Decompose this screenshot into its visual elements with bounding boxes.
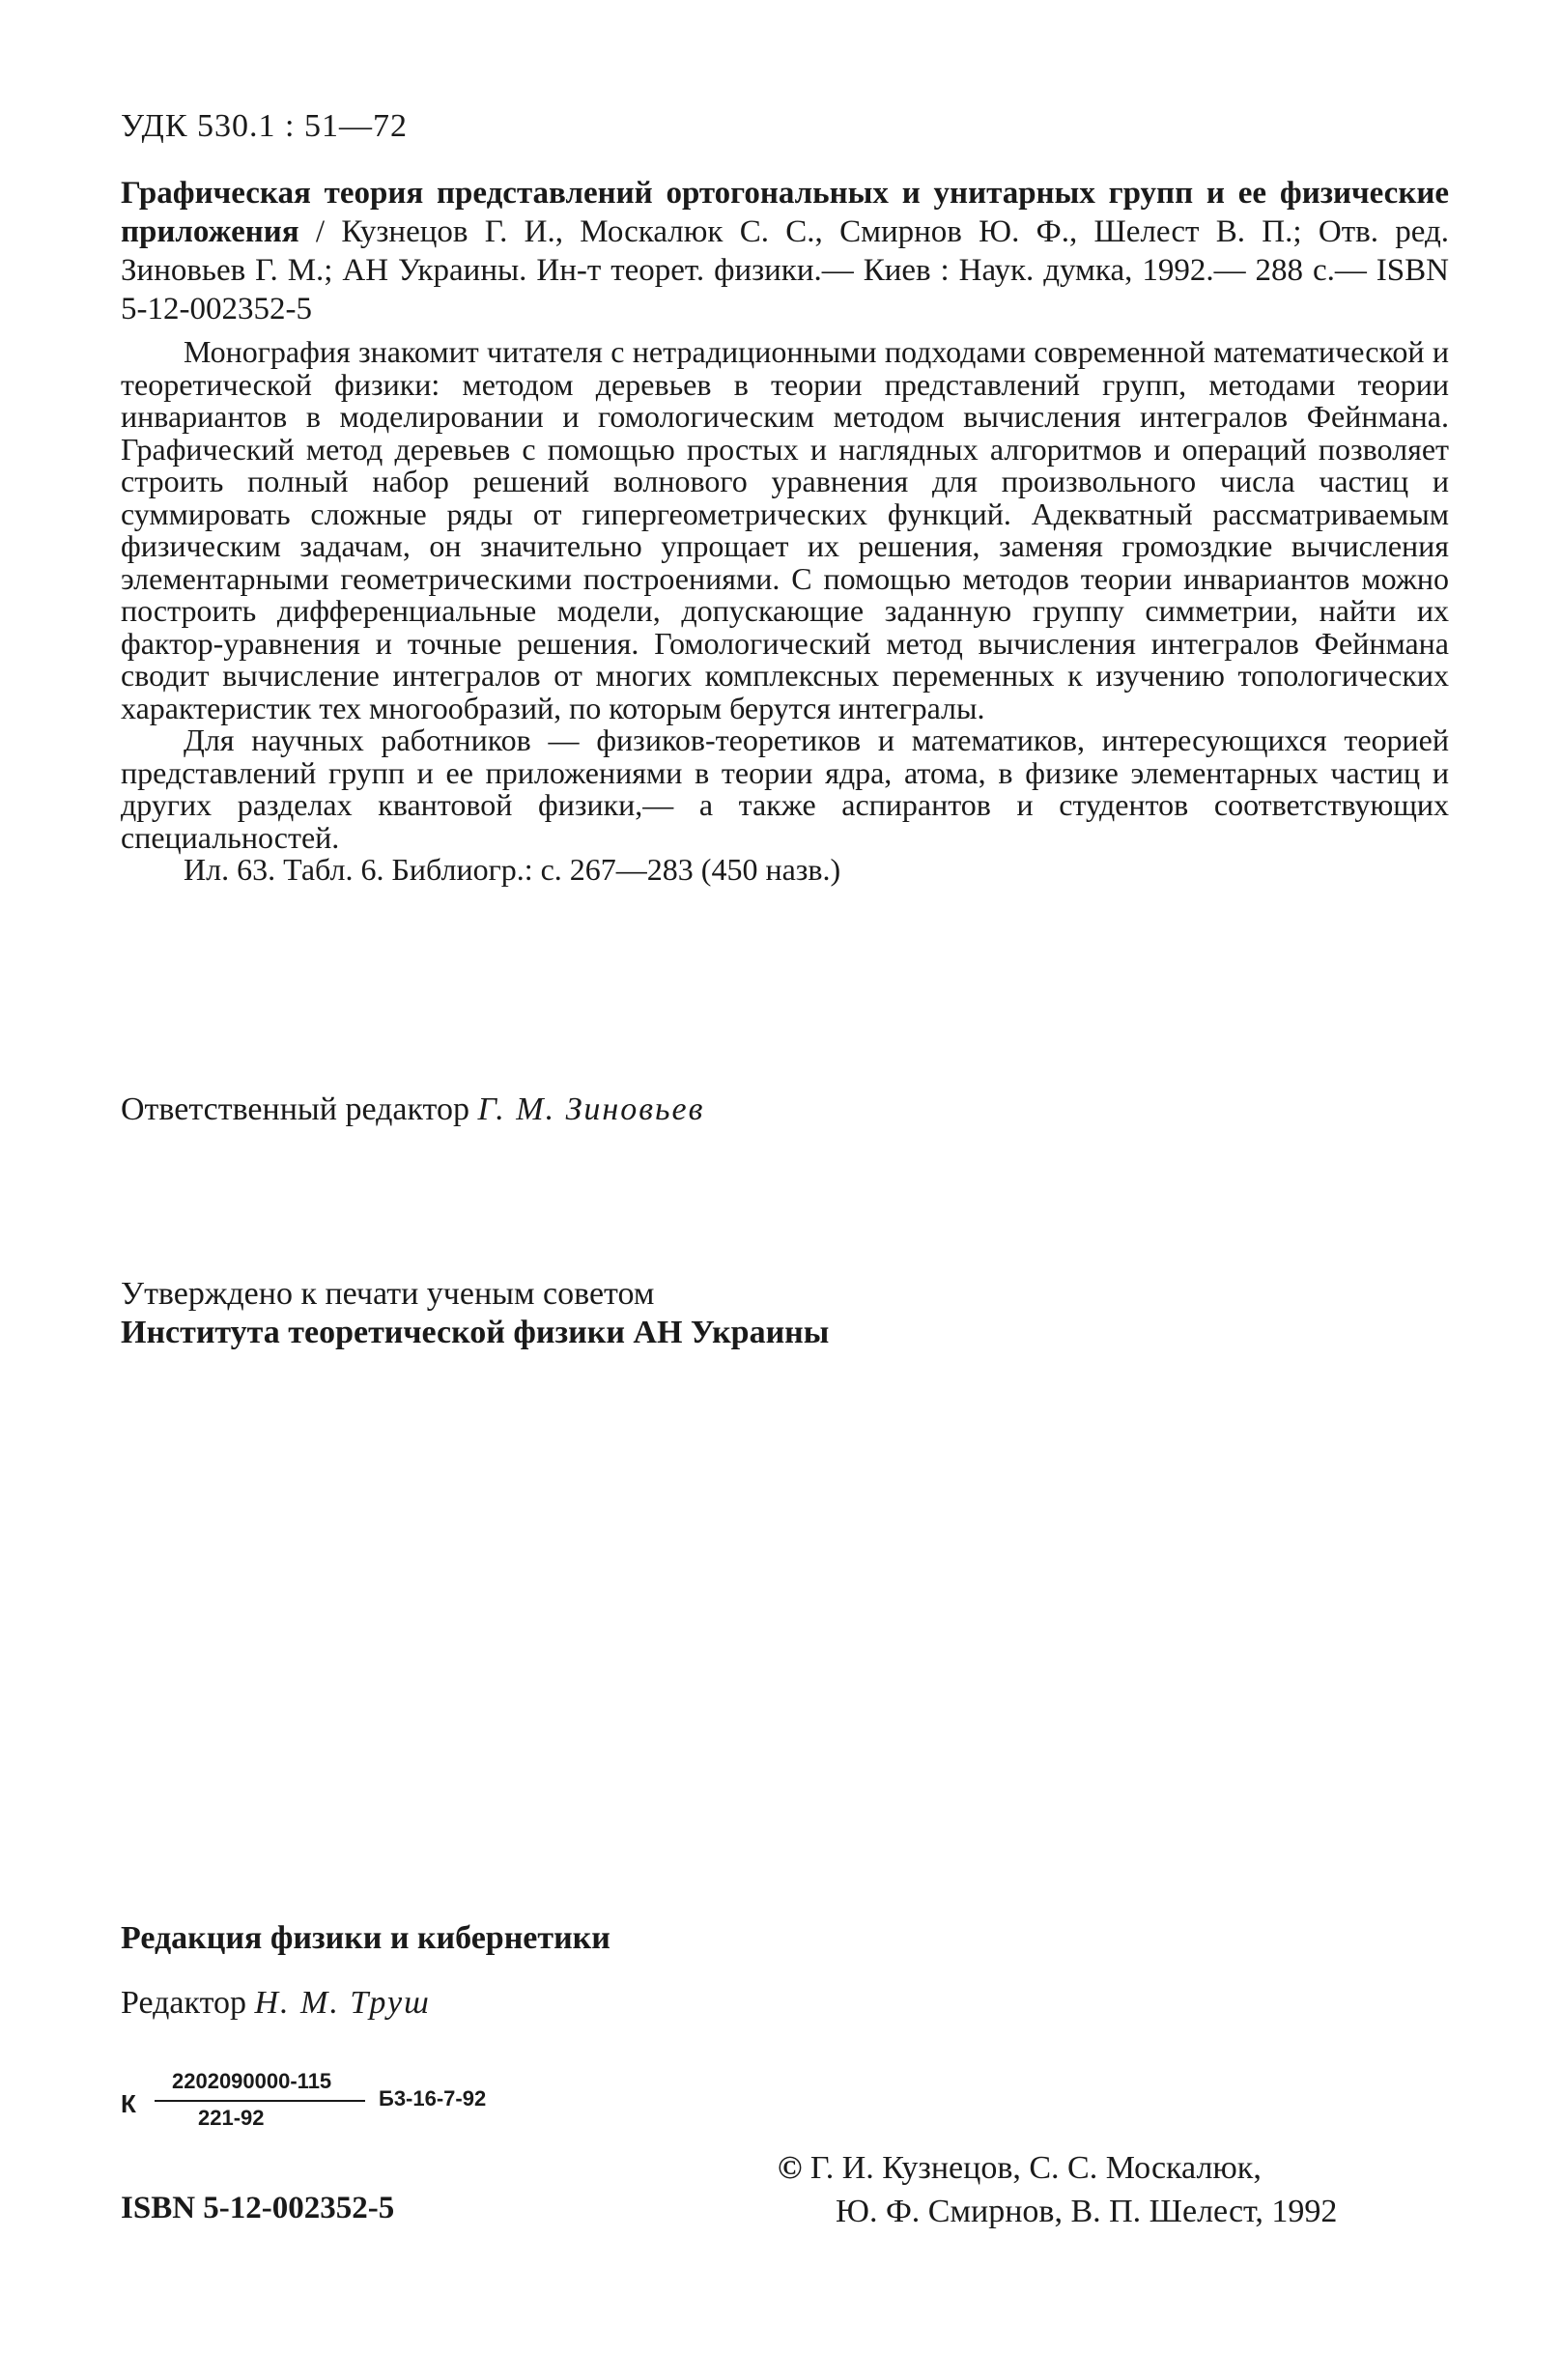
audience-paragraph: Для научных работников — физиков-теоретиков и математиков, интересующихся теорией представлений групп и ее приложениями в теории ядра, атома, в физике элементарных частиц и других разделах квантовой физики,— а также аспирантов и студентов соответствующих специальностей. [121, 722, 1449, 855]
copyright-line-1: Г. И. Кузнецов, С. С. Москалюк, [809, 2150, 1262, 2186]
udk-code: УДК 530.1 : 51—72 [121, 108, 408, 144]
bibliographic-record [121, 174, 1449, 328]
editor-name: Н. М. Труш [254, 1985, 431, 2021]
publication-code-prefix: К [121, 2089, 136, 2118]
copyright [778, 2146, 1337, 2233]
copyright-line-2: Ю. Ф. Смирнов, В. П. Шелест, 1992 [836, 2194, 1338, 2229]
abstract-paragraph: Монография знакомит читателя с нетрадиционными подходами современной математической и теоретической физики: методом деревьев в теории представлений групп, методами теории инвариантов в моделировании и гомологическим методом вычисления интегралов Фейнмана. Графический метод деревьев с помощью простых и наглядных алгоритмов и операций позволяет строить полный набор решений волнового уравнения для произвольного числа частиц и суммировать сложные ряды от гипергеометрических функций. Адекватный рассматриваемым физическим задачам, он значительно упрощает их решения, заменяя громоздкие вычисления элементарными геометрическими построениями. С помощью методов теории инвариантов можно построить дифференциальные модели, допускающие заданную группу симметрии, найти их фактор-уравнения и точные решения. Гомологический метод вычисления интегралов Фейнмана сводит вычисление интегралов от многих комплексных переменных к изучению топологических характеристик тех многообразий, по которым берутся интегралы. [121, 334, 1449, 725]
approval-note [121, 1275, 829, 1352]
bibliographic-details: / Кузнецов Г. И., Москалюк С. С., Смирнов Ю. Ф., Шелест В. П.; Отв. ред. Зиновьев Г. М.; АН Украины. Ин-т теорет. физики.— Киев : Наук. думка, 1992.— 288 с.— ISBN 5-12-002352-5 [121, 214, 1449, 326]
approval-line-1: Утверждено к печати ученым советом [121, 1276, 655, 1312]
responsible-editor-label: Ответственный редактор [121, 1091, 469, 1127]
responsible-editor [121, 1091, 704, 1128]
approval-line-2: Института теоретической физики АН Украины [121, 1315, 830, 1350]
isbn: ISBN 5-12-002352-5 [121, 2191, 395, 2225]
editor [121, 1985, 431, 2022]
publication-code-suffix: Б3-16-7-92 [379, 2086, 487, 2111]
book-title: Графическая теория представлений ортогональных и унитарных групп и ее физические приложения [121, 176, 1449, 249]
edition-office: Редакция физики и кибернетики [121, 1920, 610, 1956]
publication-code-denominator: 221-92 [198, 2106, 265, 2130]
publication-code-fraction-line [155, 2100, 365, 2102]
publication-code-numerator: 2202090000-115 [172, 2069, 332, 2093]
editor-label: Редактор [121, 1985, 246, 2021]
illustrations-note: Ил. 63. Табл. 6. Библиогр.: с. 267—283 (450 назв.) [184, 852, 841, 887]
abstract [121, 336, 1449, 887]
responsible-editor-name: Г. М. Зиновьев [477, 1091, 705, 1127]
copyright-icon: © [778, 2150, 803, 2186]
